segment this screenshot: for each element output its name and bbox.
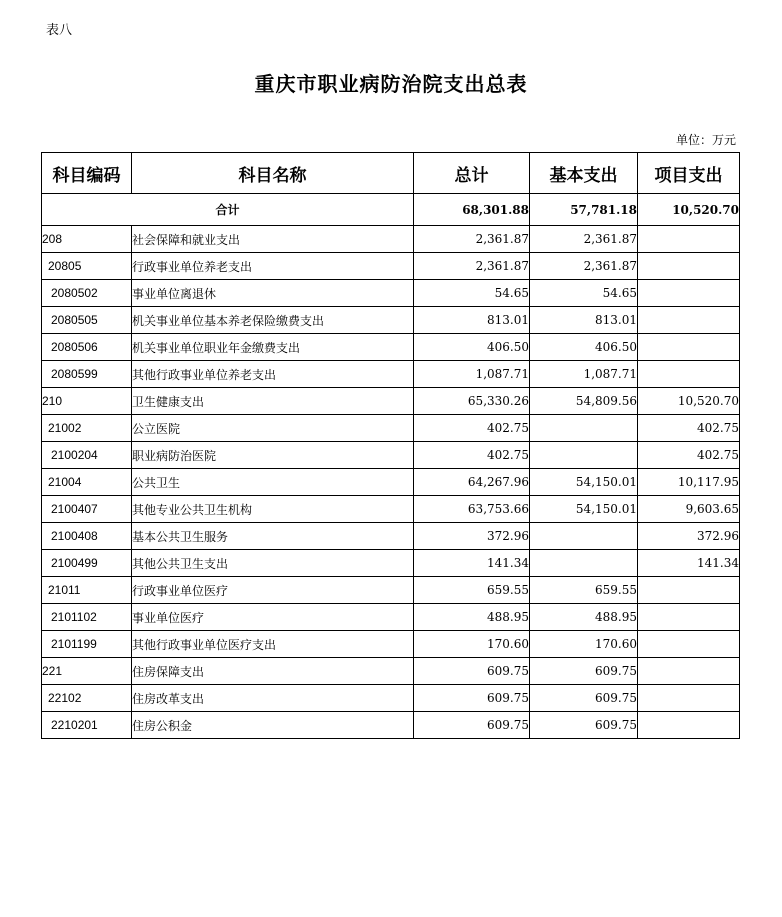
row-project [638, 685, 740, 712]
document-title: 重庆市职业病防治院支出总表 [254, 72, 528, 96]
row-code: 2100204 [42, 442, 132, 469]
row-total: 2,361.87 [414, 253, 530, 280]
row-basic [530, 523, 638, 550]
row-total: 488.95 [414, 604, 530, 631]
row-basic: 2,361.87 [530, 253, 638, 280]
row-project [638, 334, 740, 361]
row-code: 21002 [42, 415, 132, 442]
row-total: 402.75 [414, 442, 530, 469]
column-header-name: 科目名称 [132, 153, 414, 194]
row-project: 10,520.70 [638, 388, 740, 415]
table-row [42, 442, 740, 469]
row-name: 基本公共卫生服务 [132, 523, 414, 550]
total-sum: 68,301.88 [414, 194, 530, 226]
row-code: 2080502 [42, 280, 132, 307]
row-total: 609.75 [414, 658, 530, 685]
row-name: 其他专业公共卫生机构 [132, 496, 414, 523]
table-number-label: 表八 [46, 23, 73, 38]
row-code: 21004 [42, 469, 132, 496]
row-code: 22102 [42, 685, 132, 712]
row-total: 65,330.26 [414, 388, 530, 415]
row-basic [530, 415, 638, 442]
row-project: 9,603.65 [638, 496, 740, 523]
row-name: 公立医院 [132, 415, 414, 442]
row-code: 2080505 [42, 307, 132, 334]
row-project: 372.96 [638, 523, 740, 550]
row-total: 141.34 [414, 550, 530, 577]
total-basic: 57,781.18 [530, 194, 638, 226]
total-label: 合计 [42, 194, 414, 226]
row-total: 2,361.87 [414, 226, 530, 253]
row-project: 402.75 [638, 442, 740, 469]
row-total: 63,753.66 [414, 496, 530, 523]
row-total: 170.60 [414, 631, 530, 658]
row-total: 54.65 [414, 280, 530, 307]
table-row [42, 469, 740, 496]
row-code: 2080506 [42, 334, 132, 361]
row-project: 10,117.95 [638, 469, 740, 496]
row-total: 609.75 [414, 712, 530, 739]
row-code: 21011 [42, 577, 132, 604]
row-name: 公共卫生 [132, 469, 414, 496]
row-basic: 813.01 [530, 307, 638, 334]
table-row [42, 253, 740, 280]
row-code: 2101102 [42, 604, 132, 631]
total-project: 10,520.70 [638, 194, 740, 226]
table-row [42, 388, 740, 415]
row-basic: 54.65 [530, 280, 638, 307]
row-name: 住房改革支出 [132, 685, 414, 712]
row-basic: 54,150.01 [530, 496, 638, 523]
column-header-total: 总计 [414, 153, 530, 194]
row-basic: 406.50 [530, 334, 638, 361]
row-project: 141.34 [638, 550, 740, 577]
row-name: 社会保障和就业支出 [132, 226, 414, 253]
table-row [42, 685, 740, 712]
table-row [42, 523, 740, 550]
row-project: 402.75 [638, 415, 740, 442]
row-basic: 609.75 [530, 658, 638, 685]
row-name: 其他公共卫生支出 [132, 550, 414, 577]
row-basic: 1,087.71 [530, 361, 638, 388]
row-basic: 609.75 [530, 685, 638, 712]
table-row [42, 496, 740, 523]
row-project [638, 280, 740, 307]
table-row [42, 280, 740, 307]
row-name: 卫生健康支出 [132, 388, 414, 415]
column-header-project: 项目支出 [638, 153, 740, 194]
row-project [638, 361, 740, 388]
row-basic: 170.60 [530, 631, 638, 658]
row-basic: 488.95 [530, 604, 638, 631]
row-total: 402.75 [414, 415, 530, 442]
row-name: 事业单位离退休 [132, 280, 414, 307]
row-code: 221 [42, 658, 132, 685]
column-header-code: 科目编码 [42, 153, 132, 194]
table-row [42, 631, 740, 658]
table-row [42, 550, 740, 577]
row-name: 机关事业单位基本养老保险缴费支出 [132, 307, 414, 334]
table-row [42, 658, 740, 685]
row-total: 609.75 [414, 685, 530, 712]
table-header-row [42, 153, 740, 194]
unit-label: 单位：万元 [675, 133, 736, 147]
row-basic: 659.55 [530, 577, 638, 604]
row-basic [530, 442, 638, 469]
row-name: 行政事业单位医疗 [132, 577, 414, 604]
row-project [638, 712, 740, 739]
table-row [42, 226, 740, 253]
column-header-basic: 基本支出 [530, 153, 638, 194]
expenditure-table [41, 152, 740, 739]
row-project [638, 631, 740, 658]
table-row [42, 415, 740, 442]
row-total: 406.50 [414, 334, 530, 361]
row-code: 210 [42, 388, 132, 415]
row-name: 事业单位医疗 [132, 604, 414, 631]
row-code: 2101199 [42, 631, 132, 658]
row-project [638, 226, 740, 253]
row-code: 2100499 [42, 550, 132, 577]
row-code: 2100407 [42, 496, 132, 523]
row-basic: 54,150.01 [530, 469, 638, 496]
row-project [638, 253, 740, 280]
table-row [42, 577, 740, 604]
row-name: 其他行政事业单位医疗支出 [132, 631, 414, 658]
row-project [638, 577, 740, 604]
row-basic: 2,361.87 [530, 226, 638, 253]
row-basic [530, 550, 638, 577]
row-total: 64,267.96 [414, 469, 530, 496]
table-row [42, 361, 740, 388]
row-basic: 54,809.56 [530, 388, 638, 415]
table-row [42, 334, 740, 361]
row-code: 208 [42, 226, 132, 253]
row-code: 2210201 [42, 712, 132, 739]
row-project [638, 658, 740, 685]
row-code: 2080599 [42, 361, 132, 388]
table-row [42, 604, 740, 631]
row-name: 其他行政事业单位养老支出 [132, 361, 414, 388]
row-project [638, 604, 740, 631]
row-total: 813.01 [414, 307, 530, 334]
row-name: 住房公积金 [132, 712, 414, 739]
row-name: 住房保障支出 [132, 658, 414, 685]
row-name: 机关事业单位职业年金缴费支出 [132, 334, 414, 361]
row-code: 2100408 [42, 523, 132, 550]
total-row [42, 194, 740, 226]
row-name: 行政事业单位养老支出 [132, 253, 414, 280]
row-project [638, 307, 740, 334]
row-name: 职业病防治医院 [132, 442, 414, 469]
row-total: 659.55 [414, 577, 530, 604]
row-total: 372.96 [414, 523, 530, 550]
table-row [42, 307, 740, 334]
row-basic: 609.75 [530, 712, 638, 739]
table-row [42, 712, 740, 739]
row-total: 1,087.71 [414, 361, 530, 388]
row-code: 20805 [42, 253, 132, 280]
